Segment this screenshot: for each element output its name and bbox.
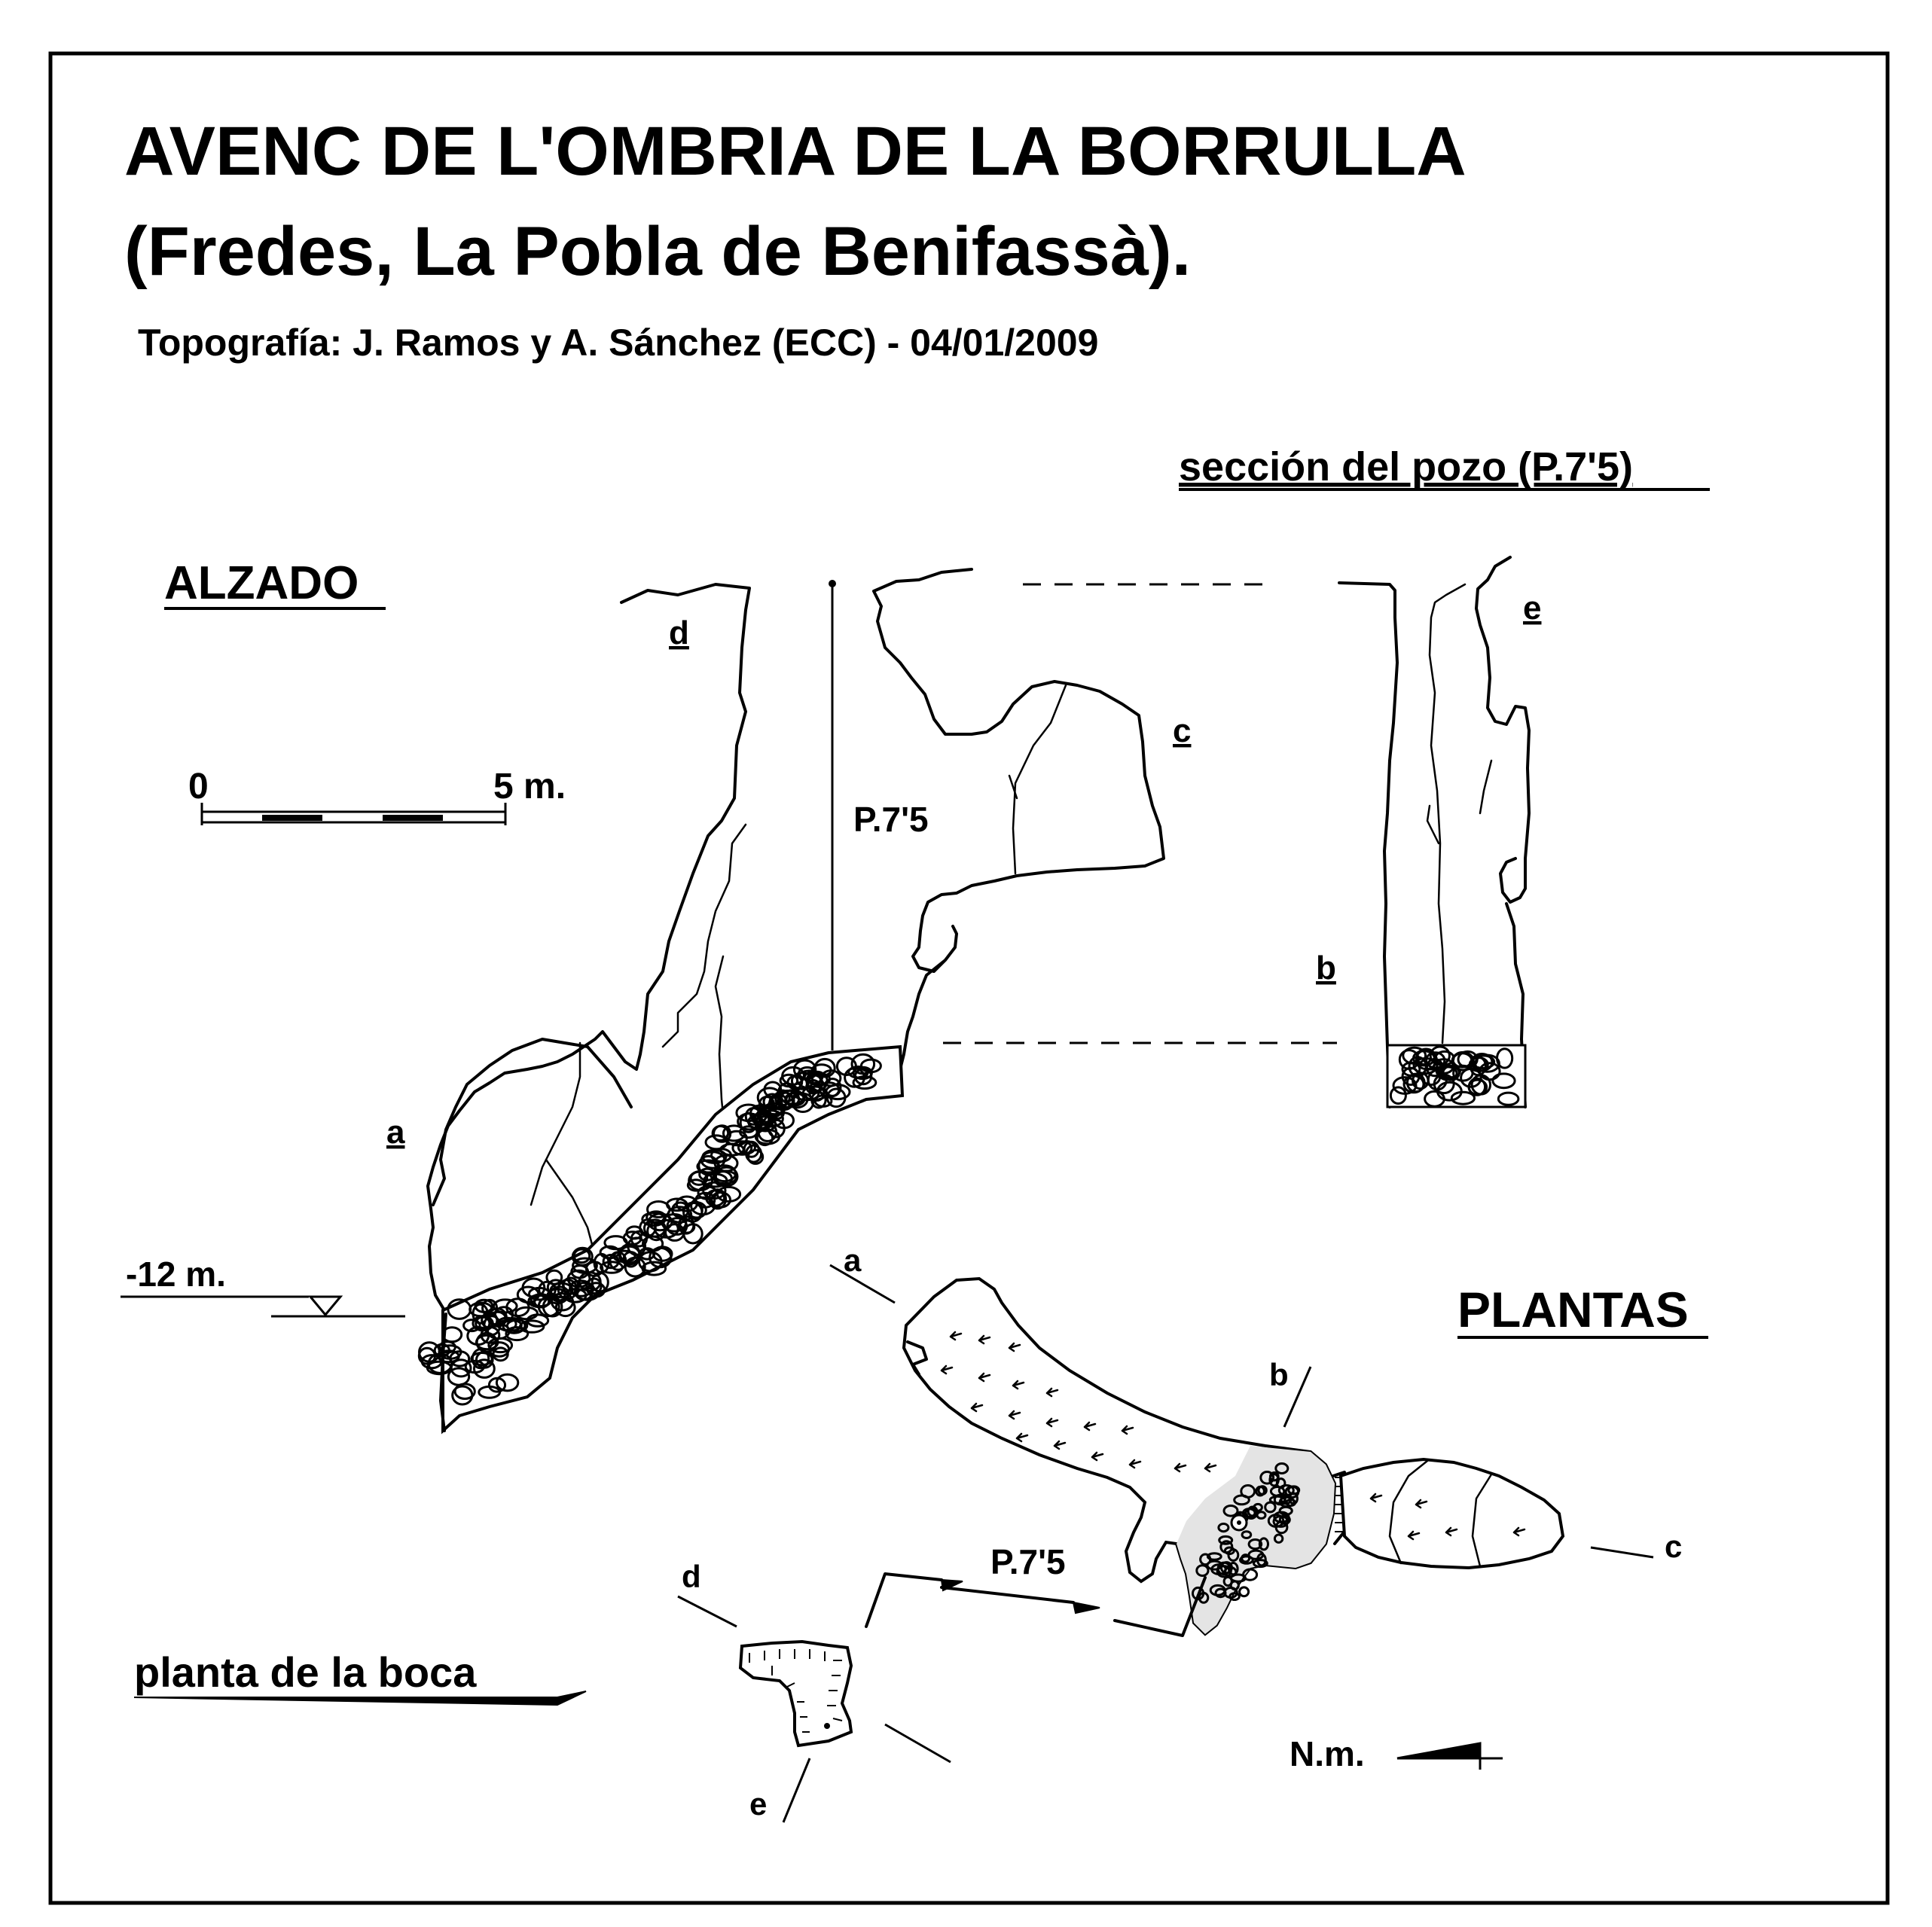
section-letter-b: b [1316,950,1336,986]
scale-bar [188,767,566,825]
north-label: N.m. [1290,1734,1365,1773]
boca-section-line [885,1724,951,1762]
title-line1: AVENC DE L'OMBRIA DE LA BORRULLA [124,113,1467,190]
plan-chamber-c [1341,1459,1563,1568]
plan-pit-connector [942,1587,1073,1602]
alzado-fracture [1013,685,1066,874]
alzado-fracture [716,956,723,1114]
pit-label-plan: P.7'5 [990,1542,1066,1581]
alzado-chamber-a [433,1039,631,1205]
pit-arrow-icon [1073,1602,1100,1613]
scale-bar-outline [202,812,505,822]
pit-label-alzado: P.7'5 [853,800,929,839]
plan-letter-e: e [749,1786,768,1822]
scale-bar-segment [383,815,443,821]
seccion-fracture [1430,584,1465,1043]
section-letter-a: a [386,1114,405,1151]
section-letter-d: d [669,614,689,651]
north-arrow [1290,1734,1503,1773]
plan-pit-connector [866,1574,942,1627]
alzado-fracture [663,825,746,1047]
seccion-fracture [1427,806,1439,843]
seccion-pozo [1316,557,1541,1107]
alzado-rubble-floor [443,1047,902,1431]
alzado-fracture [546,1160,594,1250]
boca-section-line-e [783,1758,810,1822]
scale-start-label: 0 [188,767,209,806]
credits-line: Topografía: J. Ramos y A. Sánchez (ECC) - 04/01/2009 [138,322,1099,364]
section-letter-c: c [1173,712,1192,749]
pit-top-point [829,580,836,587]
seccion-right-wall [1476,557,1529,1107]
title-line2: (Fredes, La Pobla de Benifassà). [124,213,1192,290]
plan-section-line-c [1591,1547,1653,1557]
plan-letter-a: a [844,1242,862,1278]
boca-survey-point [824,1723,830,1729]
scale-end-label: 5 m. [493,767,566,806]
scale-bar-segment [262,815,322,821]
alzado-profile [386,569,1337,1431]
seccion-fracture [1480,761,1491,813]
section-letter-e: e [1523,590,1542,627]
seccion-left-wall [1339,583,1397,1107]
plan-letter-d: d [682,1559,701,1594]
rubble-stone [1240,1587,1249,1596]
water-level-triangle-icon [310,1297,340,1315]
boca-section-line-d [678,1596,737,1627]
alzado-heading: ALZADO [164,557,359,609]
depth-label: -12 m. [126,1255,226,1294]
seccion-pozo-heading: sección del pozo (P.7'5) [1179,444,1634,489]
plan-letter-b: b [1269,1357,1289,1392]
plan-pit-mark-center [1237,1520,1241,1525]
north-arrow-icon [1397,1743,1480,1758]
depth-marker [121,1255,405,1316]
plantas-heading: PLANTAS [1457,1282,1689,1337]
plan-letter-c: c [1665,1529,1683,1564]
planta-boca-heading: planta de la boca [134,1648,477,1696]
boca-outline [740,1642,851,1746]
plan-section-line-a [830,1265,895,1303]
